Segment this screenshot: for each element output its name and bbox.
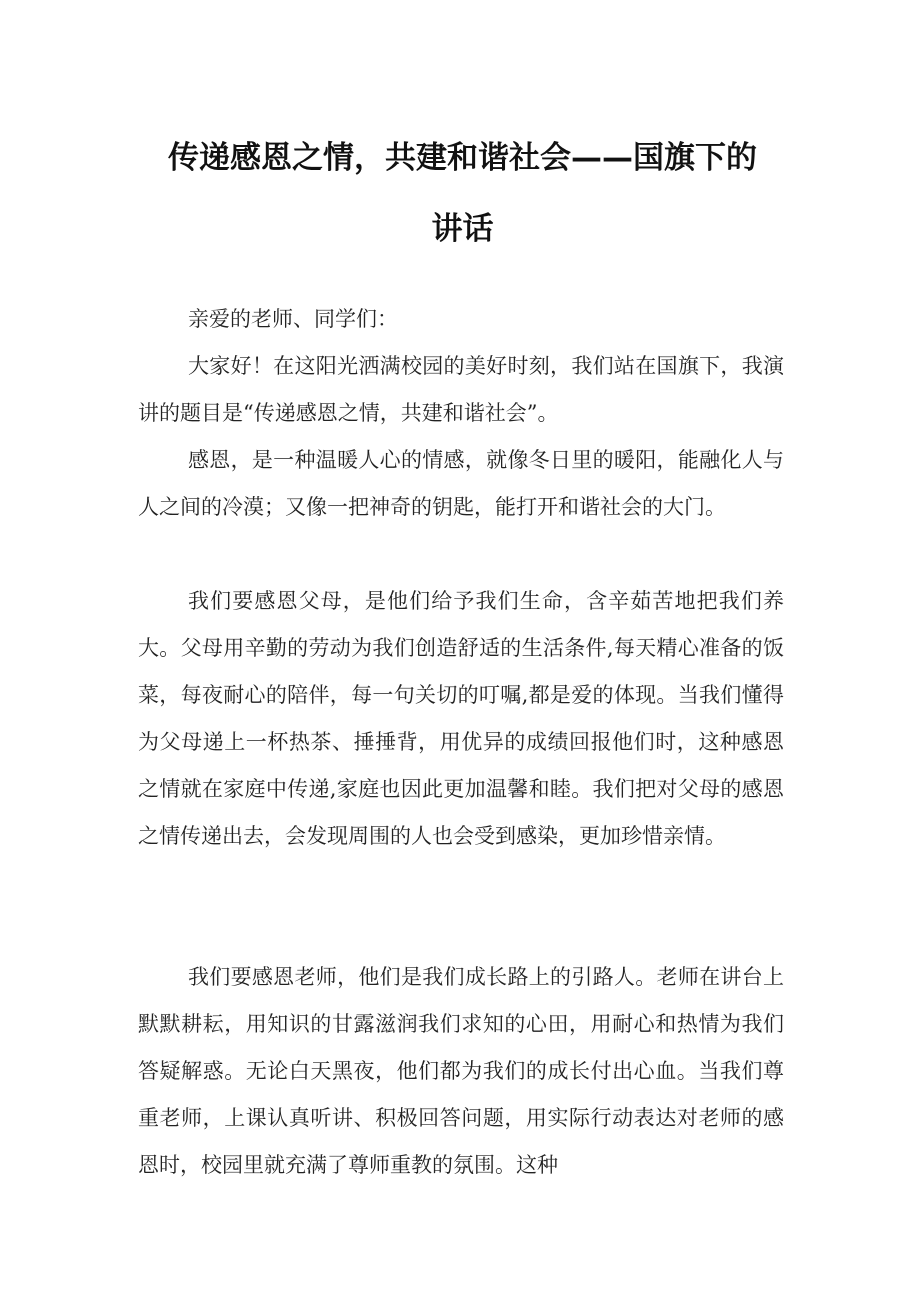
document-title-line-2: 讲话 bbox=[431, 211, 494, 247]
document-title-line-1: 传递感恩之情，共建和谐社会——国旗下的 bbox=[168, 140, 757, 176]
body-paragraph-3: 我们要感恩父母，是他们给予我们生命，含辛茹苦地把我们养大。父母用辛勤的劳动为我们创造舒适的生活条件,每天精心准备的饭菜，每夜耐心的陪伴，每一句关切的叮嘱,都是爱的体现。当我们懂得为父母递上一杯热茶、捶捶背，用优异的成绩回报他们时，这种感恩之情就在家庭中传递,家庭也因此更加温馨和睦。我们把对父母的感恩之情传递出去，会发现周围的人也会受到感染，更加珍惜亲情。 bbox=[138, 589, 784, 848]
body-paragraph-4: 我们要感恩老师，他们是我们成长路上的引路人。老师在讲台上默默耕耘，用知识的甘露滋润我们求知的心田，用耐心和热情为我们答疑解惑。无论白天黑夜，他们都为我们的成长付出心血。当我们尊重老师，上课认真听讲、积极回答问题，用实际行动表达对老师的感恩时，校园里就充满了尊师重教的氛围。这种 bbox=[138, 965, 784, 1177]
body-paragraph-2: 感恩，是一种温暖人心的情感，就像冬日里的暖阳，能融化人与人之间的冷漠；又像一把神奇的钥匙，能打开和谐社会的大门。 bbox=[138, 448, 784, 519]
greeting-paragraph: 亲爱的老师、同学们： bbox=[188, 307, 398, 331]
body-paragraph-1: 大家好！在这阳光洒满校园的美好时刻，我们站在国旗下，我演讲的题目是“传递感恩之情，共建和谐社会”。 bbox=[138, 354, 784, 425]
